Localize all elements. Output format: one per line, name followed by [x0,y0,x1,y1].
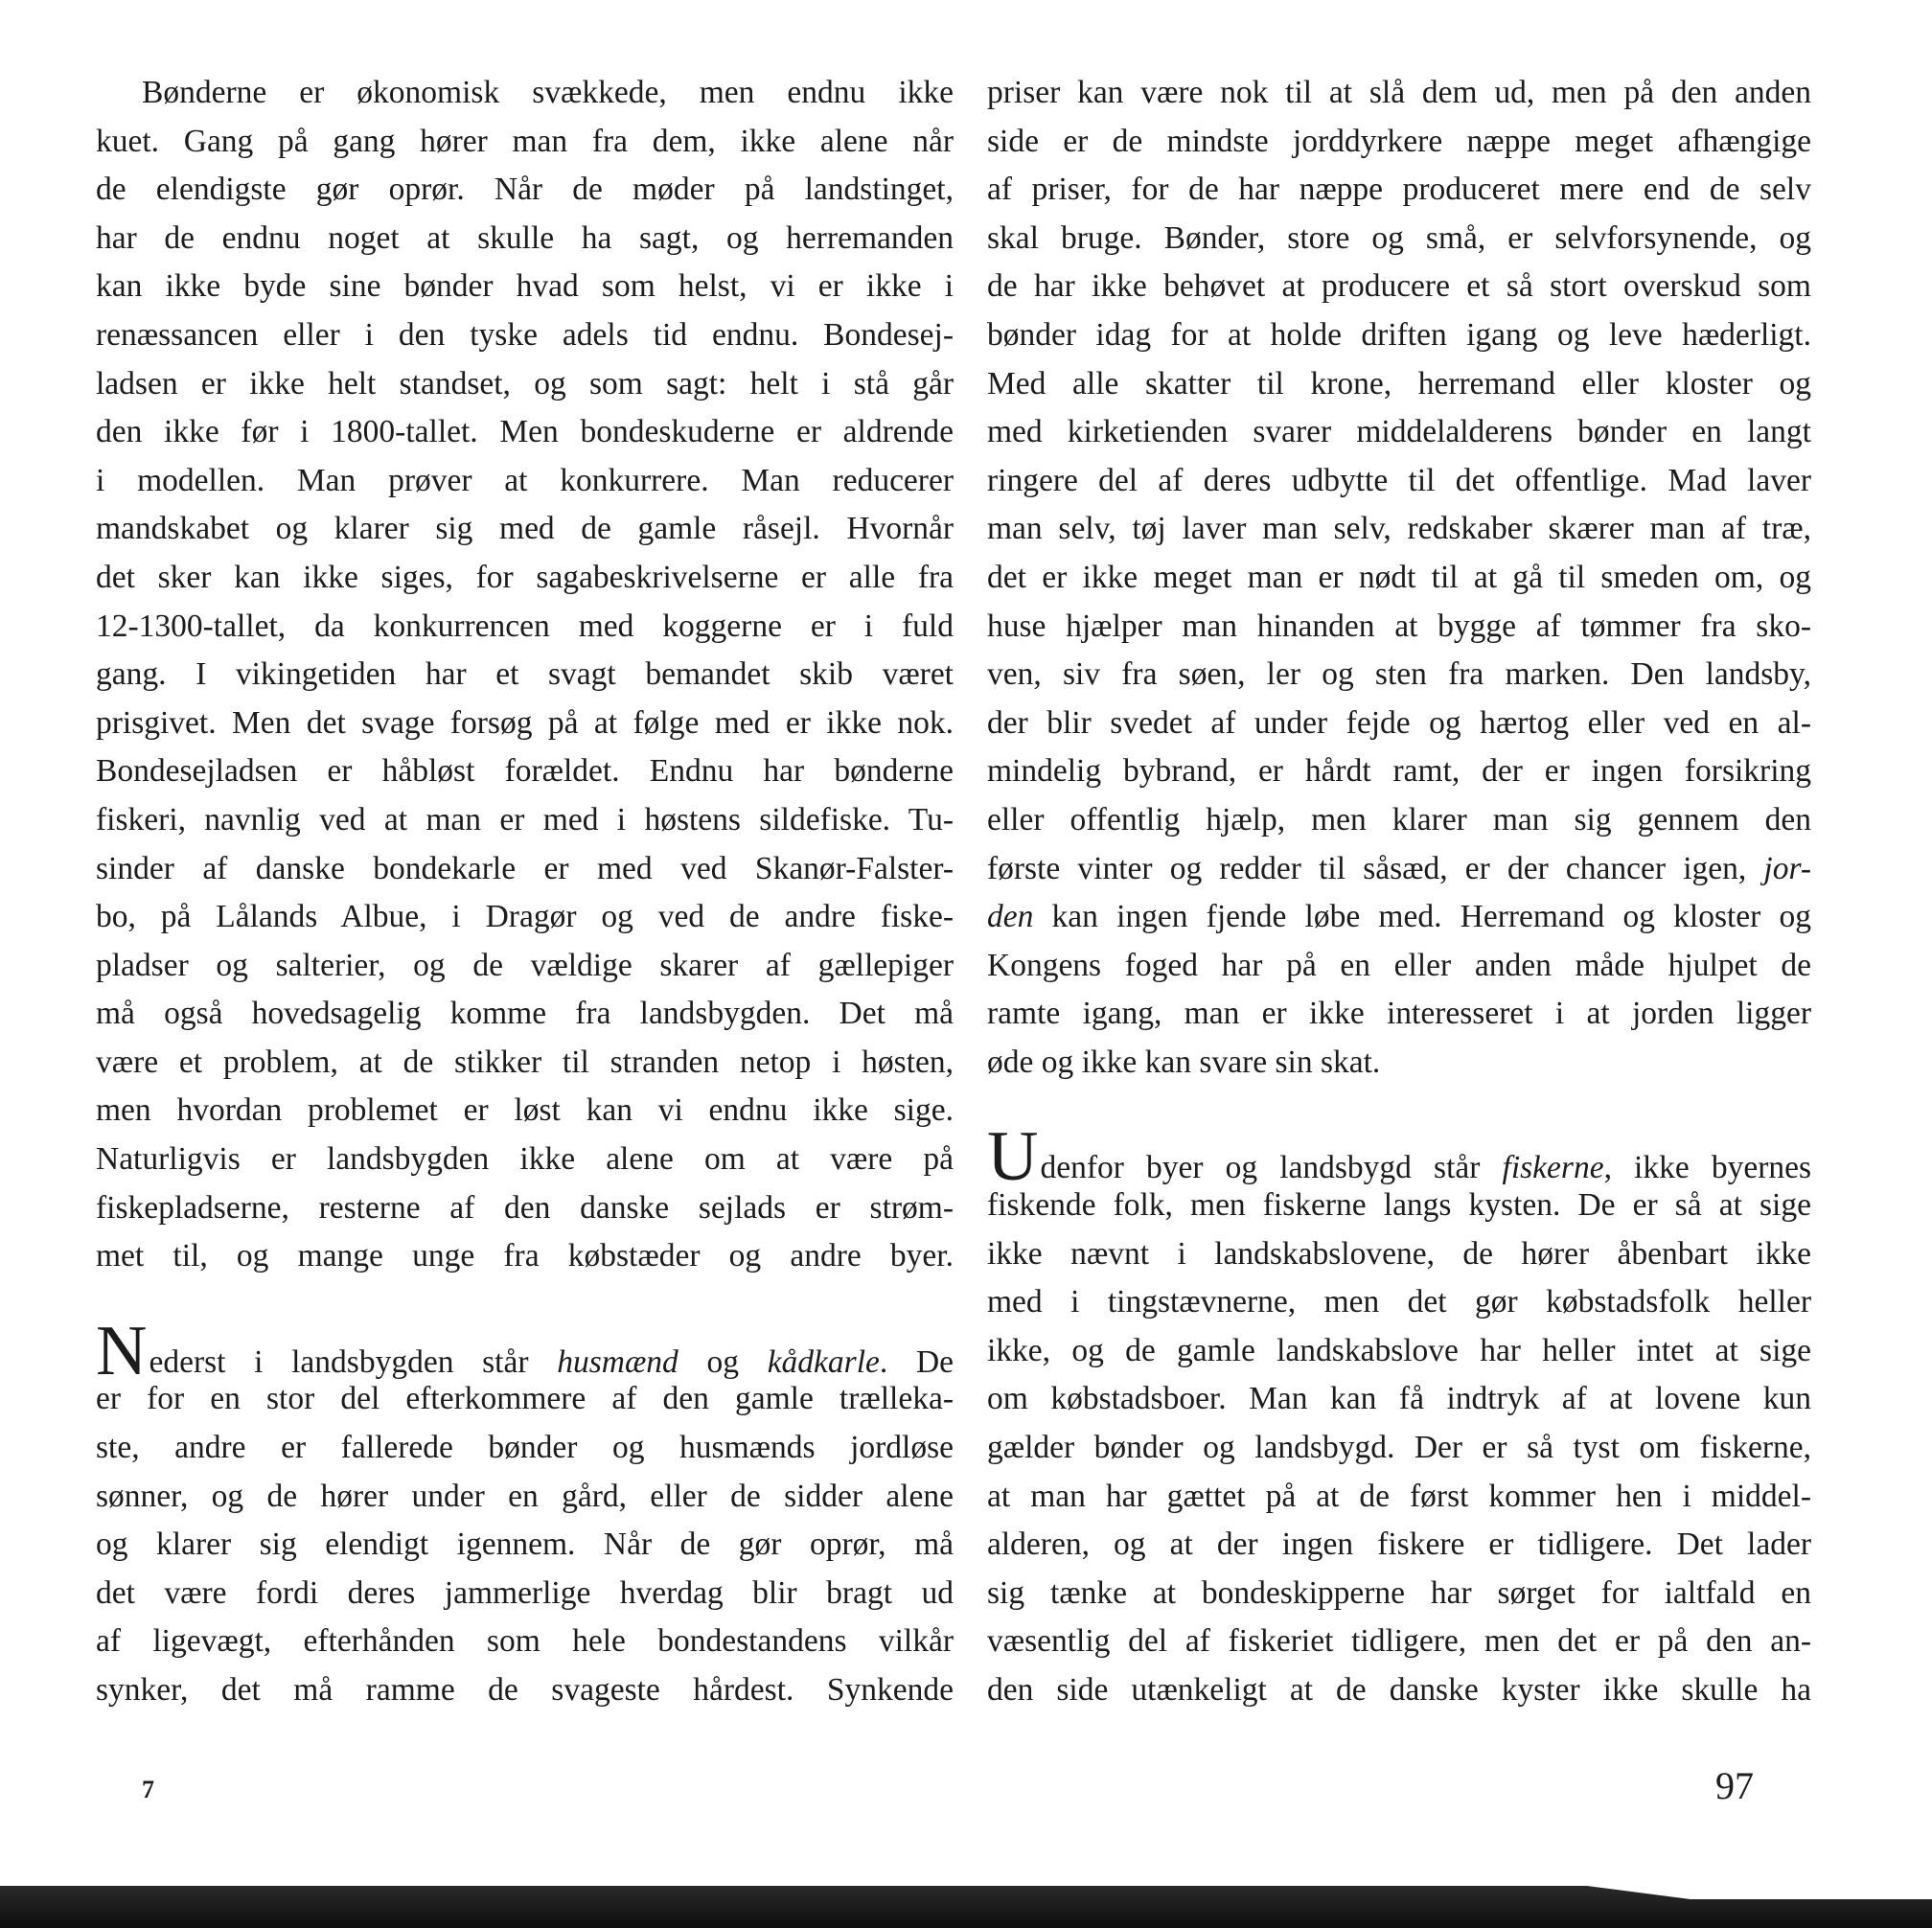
right-column [987,69,1811,1715]
text-line: ikke nævnt i landskabslovene, de hører åbenbart ikke [987,1235,1811,1272]
text-line: ikke, og de gamle landskabslove har heller intet at sige [987,1332,1811,1368]
text-line: første vinter og redder til såsæd, er der chancer igen, jor- [987,850,1811,886]
paragraph-peasants [96,69,954,1281]
text-line: det være fordi deres jammerlige hverdag blir bragt ud [96,1574,954,1611]
dropcap-line: Udenfor byer og landsbygd står fiskerne, ikke byernes [987,1117,1811,1197]
text-line: af priser, for de har næppe produceret mere end de selv [987,172,1811,208]
text-line: kan ikke byde sine bønder hvad som helst, vi er ikke i [96,268,954,305]
text-line: med kirketienden svarer middelalderens bønder en langt [987,414,1811,450]
text-line: Kongens foged har på en eller anden måde hjulpet de [987,947,1811,983]
text-line: prisgivet. Men det svage forsøg på at følge med er ikke nok. [96,704,954,741]
text-line: mindelig bybrand, er hårdt ramt, der er ingen forsikring [987,753,1811,790]
text-line: ven, siv fra søen, ler og sten fra marken. Den landsby, [987,656,1811,693]
text-line: side er de mindste jorddyrkere næppe meget afhængige [987,123,1811,159]
text-line: med i tingstævnerne, men det gør købstadsfolk heller [987,1284,1811,1320]
text-line: den kan ingen fjende løbe med. Herremand og kloster og [987,899,1811,935]
text-line: ladsen er ikke helt standset, og som sagt: helt i stå går [96,365,954,402]
text-line: priser kan være nok til at slå dem ud, men på den anden [987,75,1811,110]
text-line: må også hovedsagelig komme fra landsbygden. Det må [96,996,954,1032]
text-line: gælder bønder og landsbygd. Der er så tyst om fiskerne, [987,1430,1811,1466]
drop-cap: U [987,1117,1039,1197]
text-line: sønner, og de hører under en gård, eller de sidder alene [96,1478,954,1514]
text-line: om købstadsboer. Man kan få indtryk af at lovene kun [987,1381,1811,1417]
text-line: den ikke før i 1800-tallet. Men bondeskuderne er aldrende [96,414,954,450]
text-line: alderen, og at der ingen fiskere er tidligere. Det lader [987,1526,1811,1563]
text-line: fiskende folk, men fiskerne langs kysten. De er så at sige [987,1187,1811,1224]
text-line: de har ikke behøvet at producere et så stort overskud som [987,268,1811,305]
text-line: af ligevægt, efterhånden som hele bondestandens vilkår [96,1623,954,1660]
text-line: fiskepladserne, resterne af den danske sejlads er strøm- [96,1189,954,1226]
text-line: der blir svedet af under fejde og hærtog eller ved en al- [987,704,1811,741]
left-column [96,69,954,1715]
text-line: 12-1300-tallet, da konkurrencen med koggerne er i fuld [96,608,954,644]
text-line: eller offentlig hjælp, men klarer man sig gennem den [987,801,1811,838]
text-line: er for en stor del efterkommere af den gamle trælleka- [96,1381,954,1417]
text-line: met til, og mange unge fra købstæder og andre byer. [96,1238,954,1274]
text-line: det sker kan ikke siges, for sagabeskrivelserne er alle fra [96,559,954,595]
text-line: ramte igang, man er ikke interesseret i at jorden ligger [987,996,1811,1032]
paragraph-fiskerne [987,1117,1811,1714]
paragraph-selfsufficiency [987,69,1811,845]
text-line: mandskabet og klarer sig med de gamle råsejl. Hvornår [96,511,954,547]
text-line: renæssancen eller i den tyske adels tid endnu. Bondesej- [96,316,954,353]
text-line: huse hjælper man hinanden at bygge af tømmer fra sko- [987,608,1811,644]
text-line: men hvordan problemet er løst kan vi endnu ikke sige. [96,1092,954,1129]
text-line: det er ikke meget man er nødt til at gå til smeden om, og [987,559,1811,595]
text-line: øde og ikke kan svare sin skat. [987,1044,1381,1080]
text-line: Bønderne er økonomisk svækkede, men endnu ikke [142,75,954,110]
text-line: kuet. Gang på gang hører man fra dem, ikke alene når [96,123,954,159]
text-line: bønder idag for at holde driften igang og leve hæderligt. [987,316,1811,353]
text-line: være et problem, at de stikker til stranden netop i høsten, [96,1044,954,1080]
text-line: de elendigste gør oprør. Når de møder på landstinget, [96,172,954,208]
signature-mark: 7 [142,1776,154,1803]
text-line: man selv, tøj laver man selv, redskaber skærer man af træ, [987,511,1811,547]
text-line: gang. I vikingetiden har et svagt bemandet skib været [96,656,954,693]
text-line: den side utænkeligt at de danske kyster ikke skulle ha [987,1672,1811,1708]
scan-edge-bar [0,1886,1932,1928]
text-line: at man har gættet på at de først kommer hen i middel- [987,1478,1811,1514]
page-number: 97 [1715,1764,1754,1807]
text-line: har de endnu noget at skulle ha sagt, og herremanden [96,219,954,256]
text-line: fiskeri, navnlig ved at man er med i høstens sildefiske. Tu- [96,801,954,838]
text-line: Naturligvis er landsbygden ikke alene om at være på [96,1141,954,1178]
text-line: Bondesejladsen er håbløst forældet. Endnu har bønderne [96,753,954,790]
text-line: Med alle skatter til krone, herremand eller kloster og [987,365,1811,402]
text-line: sig tænke at bondeskipperne har sørget for ialtfald en [987,1574,1811,1611]
text-line: skal bruge. Bønder, store og små, er selvforsynende, og [987,219,1811,256]
dropcap-line: Nederst i landsbygden står husmænd og kådkarle. De [96,1311,954,1390]
text-line: sinder af danske bondekarle er med ved Skanør-Falster- [96,850,954,886]
text-line: pladser og salterier, og de vældige skarer af gællepiger [96,947,954,983]
paragraph-husmaend [96,1311,954,1715]
text-line: ringere del af deres udbytte til det offentlige. Mad laver [987,462,1811,498]
text-line: bo, på Lålands Albue, i Dragør og ved de andre fiske- [96,899,954,935]
text-line: i modellen. Man prøver at konkurrere. Man reducerer [96,462,954,498]
text-line: synker, det må ramme de svageste hårdest. Synkende [96,1672,954,1708]
drop-cap: N [96,1311,148,1390]
text-line: og klarer sig elendigt igennem. Når de gør oprør, må [96,1526,954,1563]
text-line: væsentlig del af fiskeriet tidligere, men det er på den an- [987,1623,1811,1660]
text-line: ste, andre er fallerede bønder og husmænds jordløse [96,1430,954,1466]
